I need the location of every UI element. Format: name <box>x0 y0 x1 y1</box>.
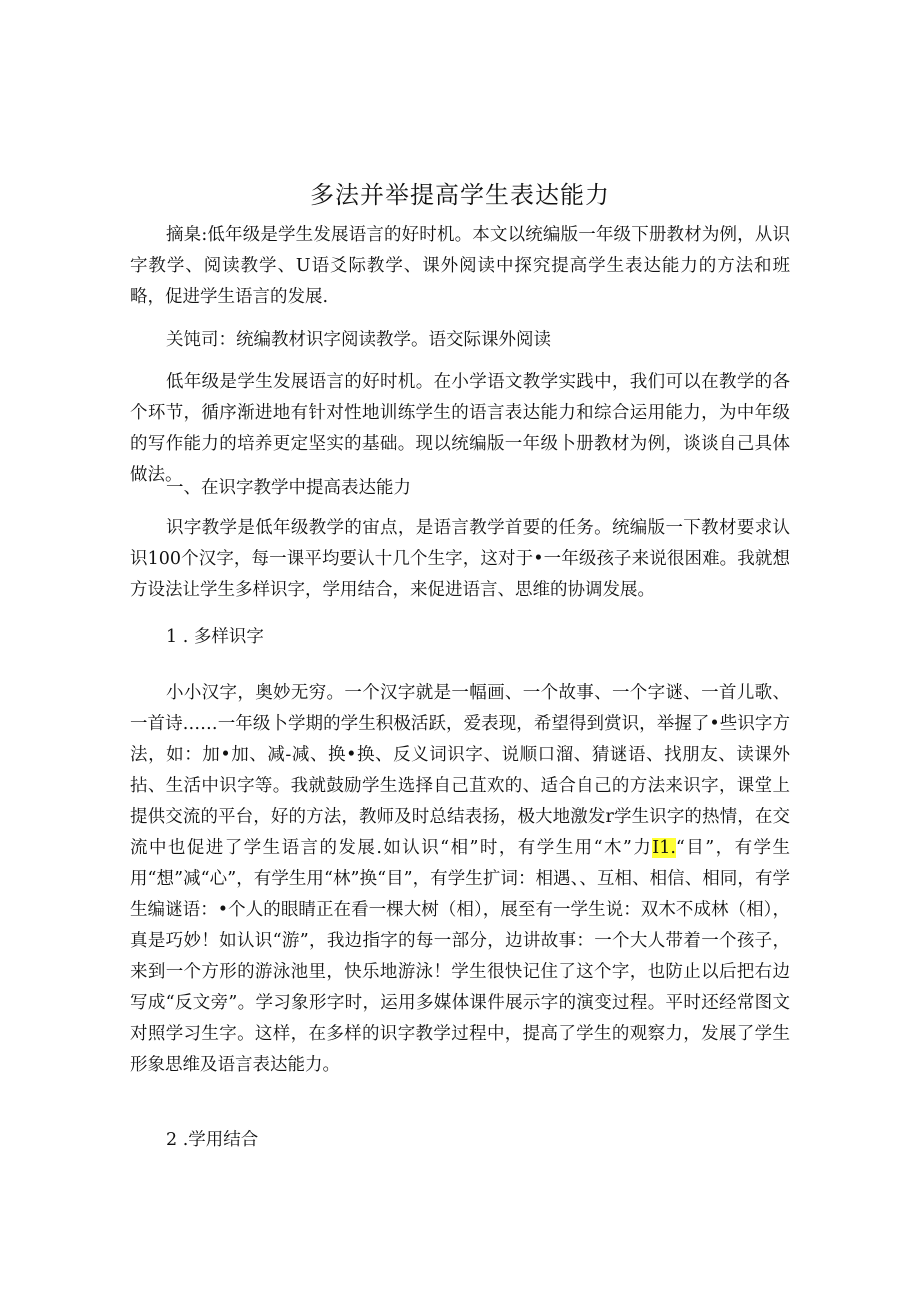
subsection-1-heading: 1 . 多样识字 <box>166 627 264 647</box>
highlighted-text: I1. <box>652 838 676 858</box>
paragraph-text-after: “目”，有学生用“想”减“心”，有学生用“林”换“目”，有学生扩词：相遇、、互相、相信、相同，有学生编谜语：•个人的眼睛正在看一棵大树（相），展至有一学生说：双木不成林（相），真是巧妙！如认识“游”，我边指字的每一部分，边讲故事：一个大人带着一个孩子，来到一个方形的游泳池里，快乐地游泳！学生很快记住了这个字，也防止以后把右边写成“反文旁”。学习象形字时，运用多媒体课件展示字的演变过程。平时还经常图文对照学习生字。这样，在多样的识字教学过程中，提高了学生的观察力，发展了学生形象思维及语言表达能力。 <box>130 838 790 1075</box>
subsection-2-heading: 2 .学用结合 <box>166 1130 259 1150</box>
subsection-1-paragraph <box>130 678 790 1081</box>
document-title: 多法并举提高学生表达能力 <box>310 181 610 209</box>
abstract-paragraph: 摘臬:低年级是学生发展语言的好时机。本文以统编版一年级下册教材为例，从识字教学、阅读教学、U语爻际教学、课外阅读中探究提高学生表达能力的方法和班略，促进学生语言的发展. <box>130 225 790 307</box>
keywords-line: 关饨司：统编教材识字阅读教学。语交际课外阅读 <box>166 330 551 350</box>
section-1-heading: 一、在识字教学中提高表达能力 <box>166 478 411 498</box>
intro-paragraph: 低年级是学生发展语言的好时机。在小学语文教学实践中，我们可以在教学的各个环节，循序渐进地有针对性地训练学生的语言表达能力和综合运用能力，为中年级的写作能力的培养更定坚实的基础。现以统编版一年级卜册教材为例，谈谈自己具体做法。 <box>130 372 790 485</box>
paragraph-text-before: 小小汉字，奥妙无穷。一个汉字就是一幅画、一个故事、一个字谜、一首儿歌、一首诗……一年级卜学期的学生积极活跃，爱表现，希望得到赏识，举握了•些识字方法，如：加•加、减-减、换•换、反义词识字、说顺口溜、猜谜语、找朋友、读课外拈、生活中识字等。我就鼓励学生选择自己苴欢的、适合自己的方法来识字，课堂上提供交流的平台，好的方法，教师及时总结表扬，极大地激发r学生识字的热情，在交流中也促进了学生语言的发展.如认识“相”时，有学生用“木”力 <box>130 683 790 858</box>
section-1-paragraph: 识字教学是低年级教学的宙点，是语言教学首要的任务。统编版一下教材要求认识100个汉字，每一课平均要认十几个生字，这对于•一年级孩子来说很困难。我就想方设法让学生多样识字，学用结合，来促进语言、思维的协调发展。 <box>130 518 790 600</box>
